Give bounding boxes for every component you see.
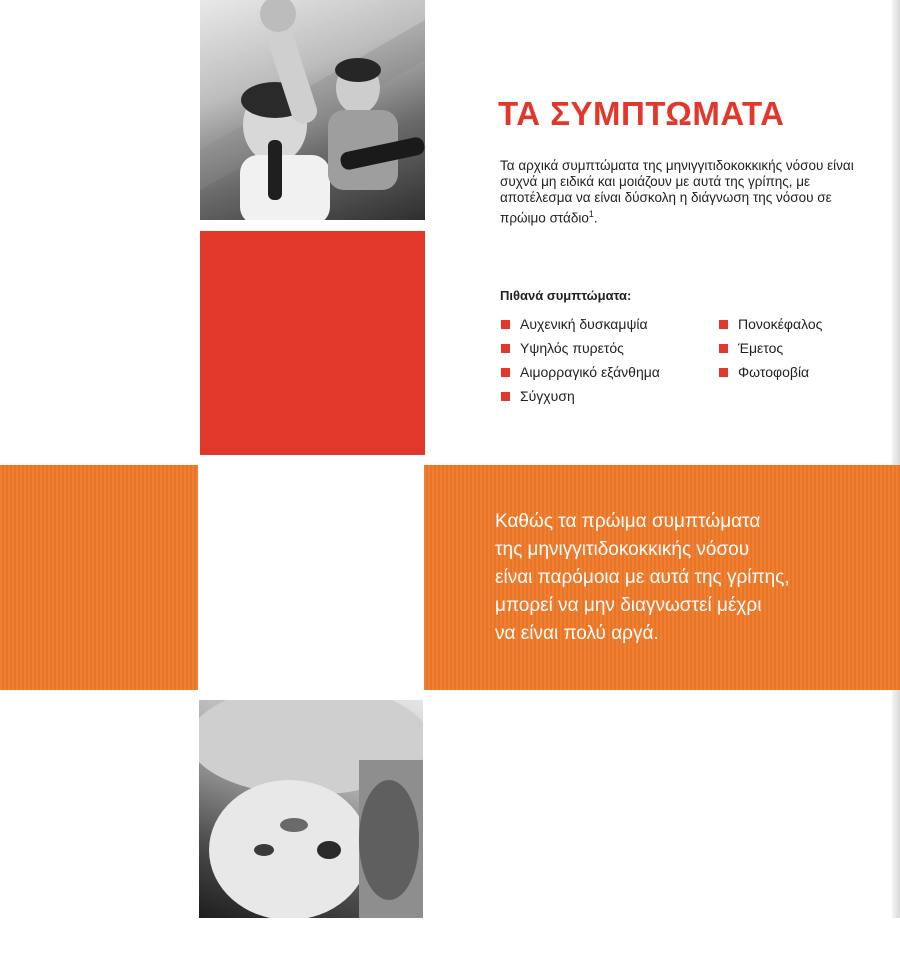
- laughing-baby-photo: [199, 700, 423, 918]
- intro-paragraph: Τα αρχικά συμπτώματα της μηνιγγιτιδοκοκκικής νόσου είναι συχνά μη ειδικά και μοιάζουν με αυτά της γρίπης, με αποτέλεσμα να είναι δύσκολη η διάγνωση της νόσου σε πρώιμο στάδιο$^1$.: [500, 158, 854, 226]
- intro-text: Τα αρχικά συμπτώματα της μηνιγγιτιδοκοκκικής νόσου είναι συχνά μη ειδικά και μοιάζουν με αυτά της γρίπης, με αποτέλεσμα να είναι δύσκολη η διάγνωση της νόσου σε πρώιμο στάδιο: [500, 158, 854, 226]
- list-item: [719, 360, 822, 384]
- square-bullet-icon: [719, 368, 728, 377]
- quote-line: μπορεί να μην διαγνωστεί μέχρι: [495, 595, 762, 616]
- quote-line: της μηνιγγιτιδοκοκκικής νόσου: [495, 539, 750, 560]
- symptom-label: Αιμορραγικό εξάνθημα: [520, 364, 660, 380]
- symptom-label: Φωτοφοβία: [738, 364, 810, 380]
- page-edge-shadow: [892, 0, 900, 918]
- orange-band-left: [0, 465, 198, 690]
- list-item: [719, 312, 822, 336]
- symptoms-list-right: [719, 312, 822, 384]
- page-title: ΤΑ ΣΥΜΠΤΩΜΑΤΑ: [498, 95, 785, 132]
- children-playing-photo: [200, 0, 425, 220]
- pull-quote: [495, 508, 885, 648]
- square-bullet-icon: [719, 320, 728, 329]
- list-item: [501, 384, 660, 408]
- square-bullet-icon: [501, 368, 510, 377]
- symptoms-list-left: [501, 312, 660, 408]
- reference-marker: 1: [588, 209, 594, 219]
- square-bullet-icon: [719, 344, 728, 353]
- list-item: [719, 336, 822, 360]
- square-bullet-icon: [501, 320, 510, 329]
- symptom-label: Υψηλός πυρετός: [520, 340, 624, 356]
- list-item: [501, 312, 660, 336]
- symptom-label: Αυχενική δυσκαμψία: [520, 316, 648, 332]
- quote-line: είναι παρόμοια με αυτά της γρίπης,: [495, 567, 790, 588]
- symptoms-heading: Πιθανά συμπτώματα:: [500, 288, 632, 303]
- list-item: [501, 360, 660, 384]
- red-color-block: [200, 231, 425, 455]
- symptom-label: Πονοκέφαλος: [738, 316, 823, 332]
- symptom-label: Έμετος: [738, 340, 784, 356]
- quote-line: να είναι πολύ αργά.: [495, 623, 659, 644]
- quote-line: Καθώς τα πρώιμα συμπτώματα: [495, 511, 761, 532]
- list-item: [501, 336, 660, 360]
- square-bullet-icon: [501, 392, 510, 401]
- square-bullet-icon: [501, 344, 510, 353]
- symptom-label: Σύγχυση: [520, 388, 575, 404]
